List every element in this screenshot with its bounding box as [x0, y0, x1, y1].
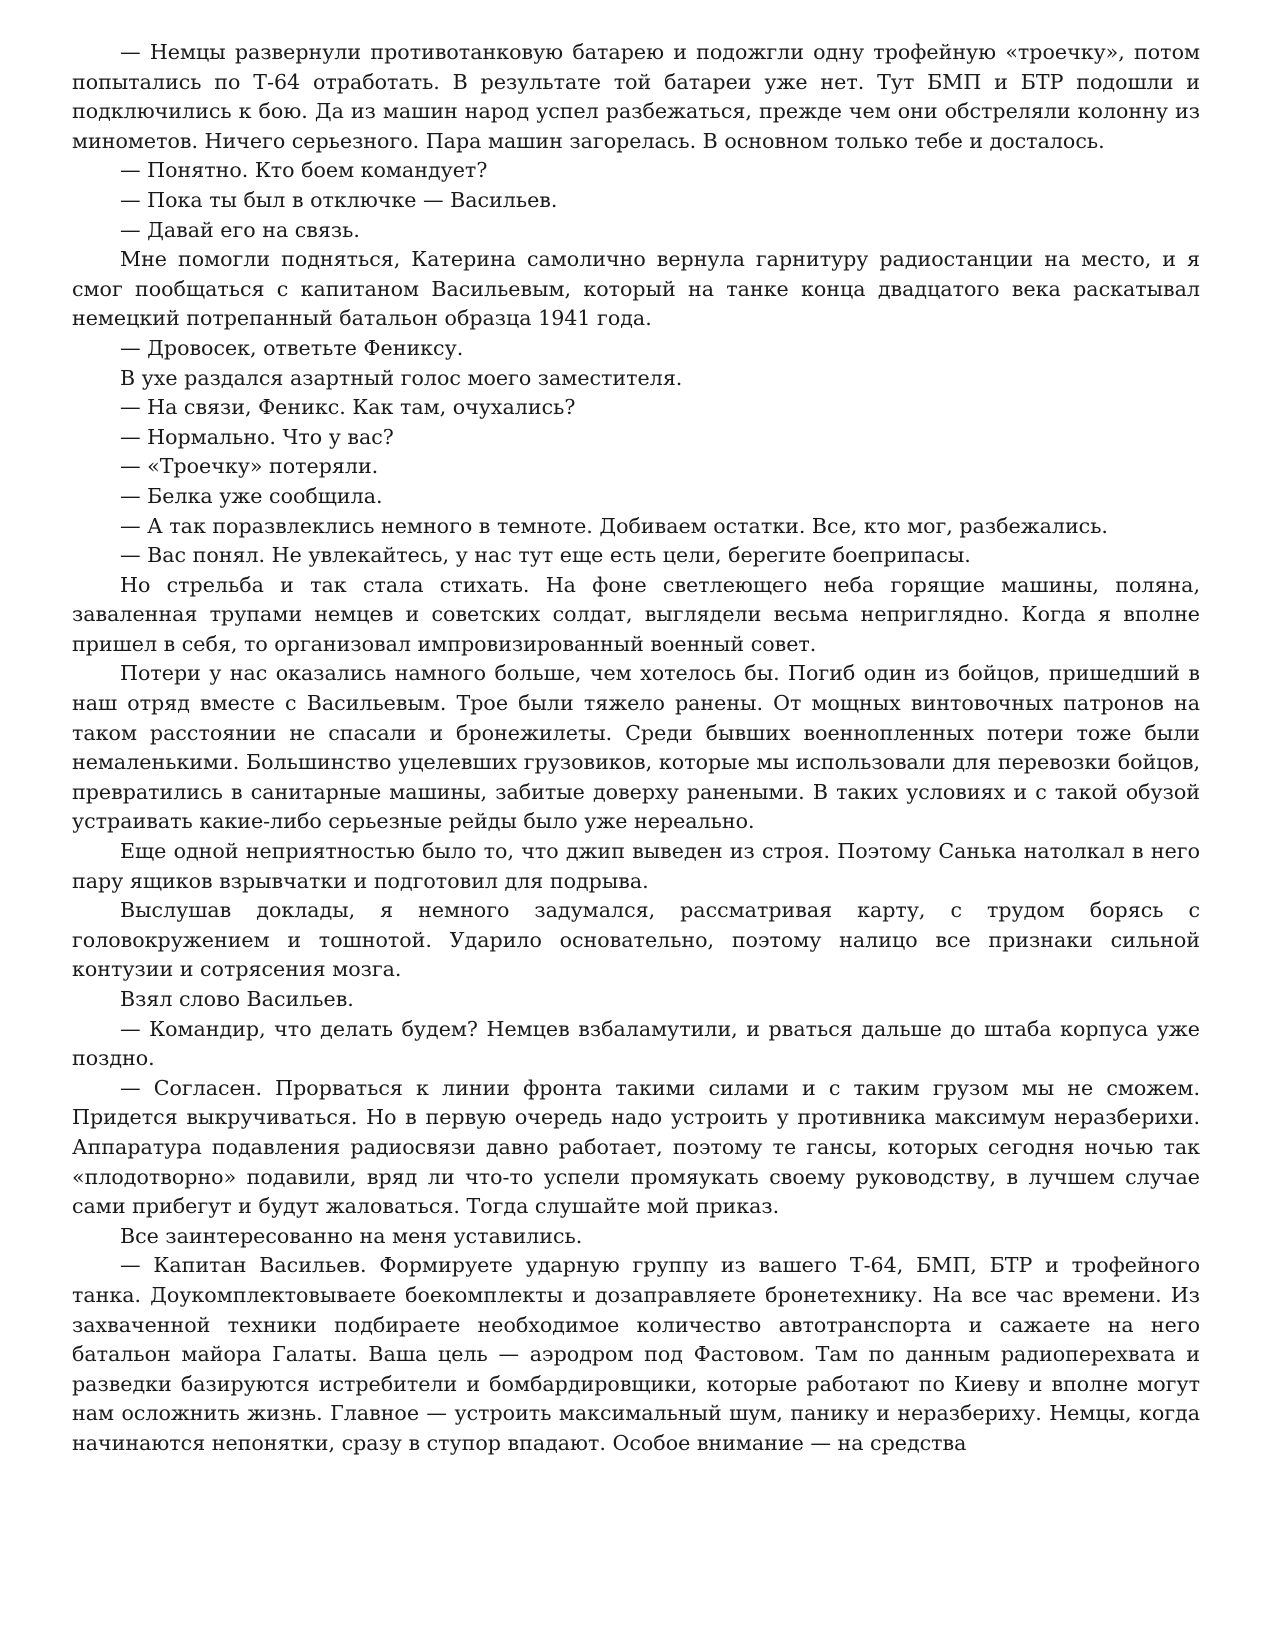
paragraph: — А так поразвлеклись немного в темноте. Добиваем остатки. Все, кто мог, разбежались.	[120, 513, 1108, 538]
paragraph: Взял слово Васильев.	[120, 987, 354, 1011]
paragraph: Мне помогли подняться, Катерина самолично вернула гарнитуру радиостанции на место, и я смог пообщаться с капитаном Васильевым, который на танке конца двадцатого века раскатывал немецкий потрепанный батальон образца 1941 года.	[72, 247, 1200, 331]
paragraph: — Согласен. Прорваться к линии фронта такими силами и с таким грузом мы не сможем. Придется выкручиваться. Но в первую очередь надо устроить у противника максимум неразберихи. Аппаратура подавления радиосвязи давно работает, поэтому те гансы, которых сегодня ночью так «плодотворно» подавили, вряд ли что-то успели промяукать своему руководству, в лучшем случае сами прибегут и будут жаловаться. Тогда слушайте мой приказ.	[72, 1075, 1200, 1219]
book-page	[72, 38, 1200, 1459]
paragraph: — На связи, Феникс. Как там, очухались?	[120, 395, 576, 420]
paragraph: В ухе раздался азартный голос моего заместителя.	[120, 365, 683, 390]
paragraph: Выслушав доклады, я немного задумался, рассматривая карту, с трудом борясь с головокружением и тошнотой. Ударило основательно, поэтому налицо все признаки сильной контузии и сотрясения мозга.	[72, 898, 1200, 982]
paragraph: — Немцы развернули противотанковую батарею и подожгли одну трофейную «троечку», потом попытались по Т-64 отработать. В результате той батареи уже нет. Тут БМП и БТР подошли и подключились к бою. Да из машин народ успел разбежаться, прежде чем они обстреляли колонну из минометов. Ничего серьезного. Пара машин загорелась. В основном только тебе и досталось.	[72, 40, 1200, 153]
paragraph: — «Троечку» потеряли.	[120, 454, 379, 479]
paragraph: — Понятно. Кто боем командует?	[120, 158, 488, 183]
paragraph: — Вас понял. Не увлекайтесь, у нас тут еще есть цели, берегите боеприпасы.	[120, 543, 971, 568]
paragraph: Но стрельба и так стала стихать. На фоне светлеющего неба горящие машины, поляна, заваленная трупами немцев и советских солдат, выглядели весьма неприглядно. Когда я вполне пришел в себя, то организовал импровизированный военный совет.	[72, 572, 1200, 656]
paragraph: — Белка уже сообщила.	[120, 483, 383, 508]
paragraph: — Нормально. Что у вас?	[120, 424, 394, 449]
paragraph: — Дровосек, ответьте Фениксу.	[120, 335, 464, 360]
paragraph: Все заинтересованно на меня уставились.	[120, 1223, 583, 1248]
paragraph: Еще одной неприятностью было то, что джип выведен из строя. Поэтому Санька натолкал в него пару ящиков взрывчатки и подготовил для подрыва.	[72, 839, 1200, 893]
paragraph: — Командир, что делать будем? Немцев взбаламутили, и рваться дальше до штаба корпуса уже поздно.	[72, 1016, 1200, 1071]
paragraph: — Пока ты был в отключке — Васильев.	[120, 187, 558, 212]
paragraph: — Капитан Васильев. Формируете ударную группу из вашего Т-64, БМП, БТР и трофейного танка. Доукомплектовываете боекомплекты и дозаправляете бронетехнику. На все час времени. Из захваченной техники подбираете необходимое количество автотранспорта и сажаете на него батальон майора Галаты. Ваша цель — аэродром под Фастовом. Там по данным радиоперехвата и разведки базируются истребители и бомбардировщики, которые работают по Киеву и вполне могут нам осложнить жизнь. Главное — устроить максимальный шум, панику и неразбериху. Немцы, когда начинаются непонятки, сразу в ступор впадают. Особое внимание — на средства	[72, 1253, 1200, 1455]
paragraph: Потери у нас оказались намного больше, чем хотелось бы. Погиб один из бойцов, пришедший в наш отряд вместе с Васильевым. Трое были тяжело ранены. От мощных винтовочных патронов на таком расстоянии не спасали и бронежилеты. Среди бывших военнопленных потери тоже были немаленькими. Большинство уцелевших грузовиков, которые мы использовали для перевозки бойцов, превратились в санитарные машины, забитые доверху ранеными. В таких условиях и с такой обузой устраивать какие-либо серьезные рейды было уже нереально.	[72, 661, 1200, 834]
paragraph: — Давай его на связь.	[120, 217, 360, 242]
